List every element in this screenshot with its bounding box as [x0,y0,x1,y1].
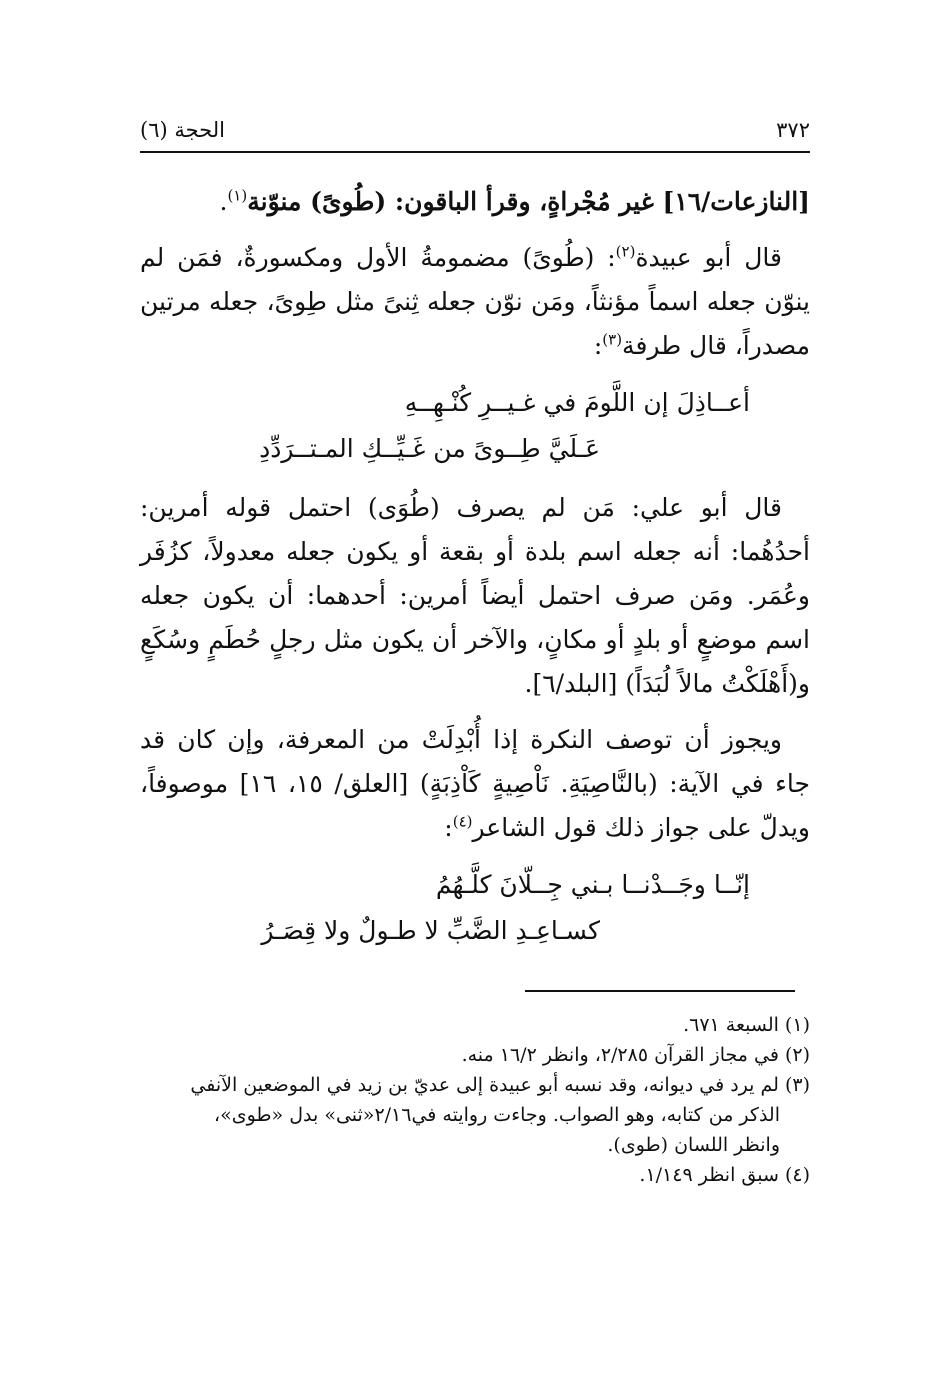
footnote-ref-4: (٤) [452,812,473,831]
paragraph-1-text: [النازعات/١٦] غير مُجْراةٍ، وقرأ الباقون: (طُوىً) منوّنة [247,187,810,216]
page-number: ٣٧٢ [776,118,810,142]
paragraph-2 [140,236,810,368]
paragraph-1 [140,180,810,224]
running-title: الحجة (٦) [140,118,225,142]
verse-1-hemistich-1: أعــاذِلَ إن اللَّومَ في غـيــرِ كُنْـهِــهِ [404,388,750,417]
verse-1-hemistich-2: عَـلَيَّ طِــوىً من غَـيِّــكِ المـتــرَدِّدِ [259,434,600,463]
verse-2 [140,862,810,954]
footnote-ref-3: (٣) [602,330,623,349]
paragraph-2-body: : (طُوىً) مضمومةُ الأول ومكسورةٌ، فمَن لم ينوّن جعله اسماً مؤنثاً، ومَن نوّن جعله ثِنىً مثل طِوىً، جعله مرتين مصدراً، قال طرفة [140,243,810,360]
footnotes [140,1010,810,1190]
header-rule [140,151,810,153]
verse-2-hemistich-2: كسـاعِـدِ الضَّبِّ لا طـولٌ ولا قِصَـرُ [261,916,600,945]
footnote-2: (٢) في مجاز القرآن ٢/٢٨٥، وانظر ١٦/٢ منه. [461,1044,810,1066]
footnote-3-continued: الذكر من كتابه، وهو الصواب. وجاءت روايته في٢/١٦«ثنى» بدل «طوى»، [213,1104,780,1126]
page-header [140,108,810,142]
footnote-ref-1: (١) [227,186,248,205]
paragraph-2-end: : [593,331,603,360]
footnote-rule [525,990,795,992]
paragraph-4 [140,718,810,850]
footnote-1: (١) السبعة ٦٧١. [683,1014,810,1036]
paragraph-1-end: . [219,187,228,216]
footnote-4: (٤) سبق انظر ١/١٤٩. [639,1164,810,1186]
paragraph-2-start: قال أبو عبيدة [635,243,782,272]
paragraph-4-body: ويجوز أن توصف النكرة إذا أُبْدِلَتْ من المعرفة، وإن كان قد جاء في الآية: (بالنَّاصِيَةِ. نَاْصِيةٍ كَاْذِبَةٍ) [العلق/ ١٥، ١٦] موصوفاً، ويدلّ على جواز ذلك قول الشاعر [140,725,810,842]
footnote-ref-2: (٢) [615,242,636,261]
verse-1 [140,380,810,472]
main-text [140,180,810,968]
paragraph-4-end: : [444,813,453,842]
paragraph-3: قال أبو علي: مَن لم يصرف (طُوَى) احتمل قوله أمرين: أحدُهُما: أنه جعله اسم بلدة أو بقعة أو يكون جعله معدولاً، كزُفَر وعُمَر. ومَن صرف احتمل أيضاً أمرين: أحدهما: أن يكون جعله اسم موضعٍ أو بلدٍ أو مكانٍ، والآخر أن يكون مثل رجلٍ حُطَمٍ وسُكَعٍ و(أَهْلَكْتُ مالاً لُبَدَاً) [البلد/٦]. [140,493,810,698]
verse-2-hemistich-1: إنّــا وجَــدْنــا بـني جِــلّانَ كلَّـهُمُ [435,870,750,899]
footnote-3-continued-2: وانظر اللسان (طوى). [607,1134,780,1156]
footnote-3: (٣) لم يرد في ديوانه، وقد نسبه أبو عبيدة إلى عديّ بن زيد في الموضعين الآنفي [190,1074,810,1096]
